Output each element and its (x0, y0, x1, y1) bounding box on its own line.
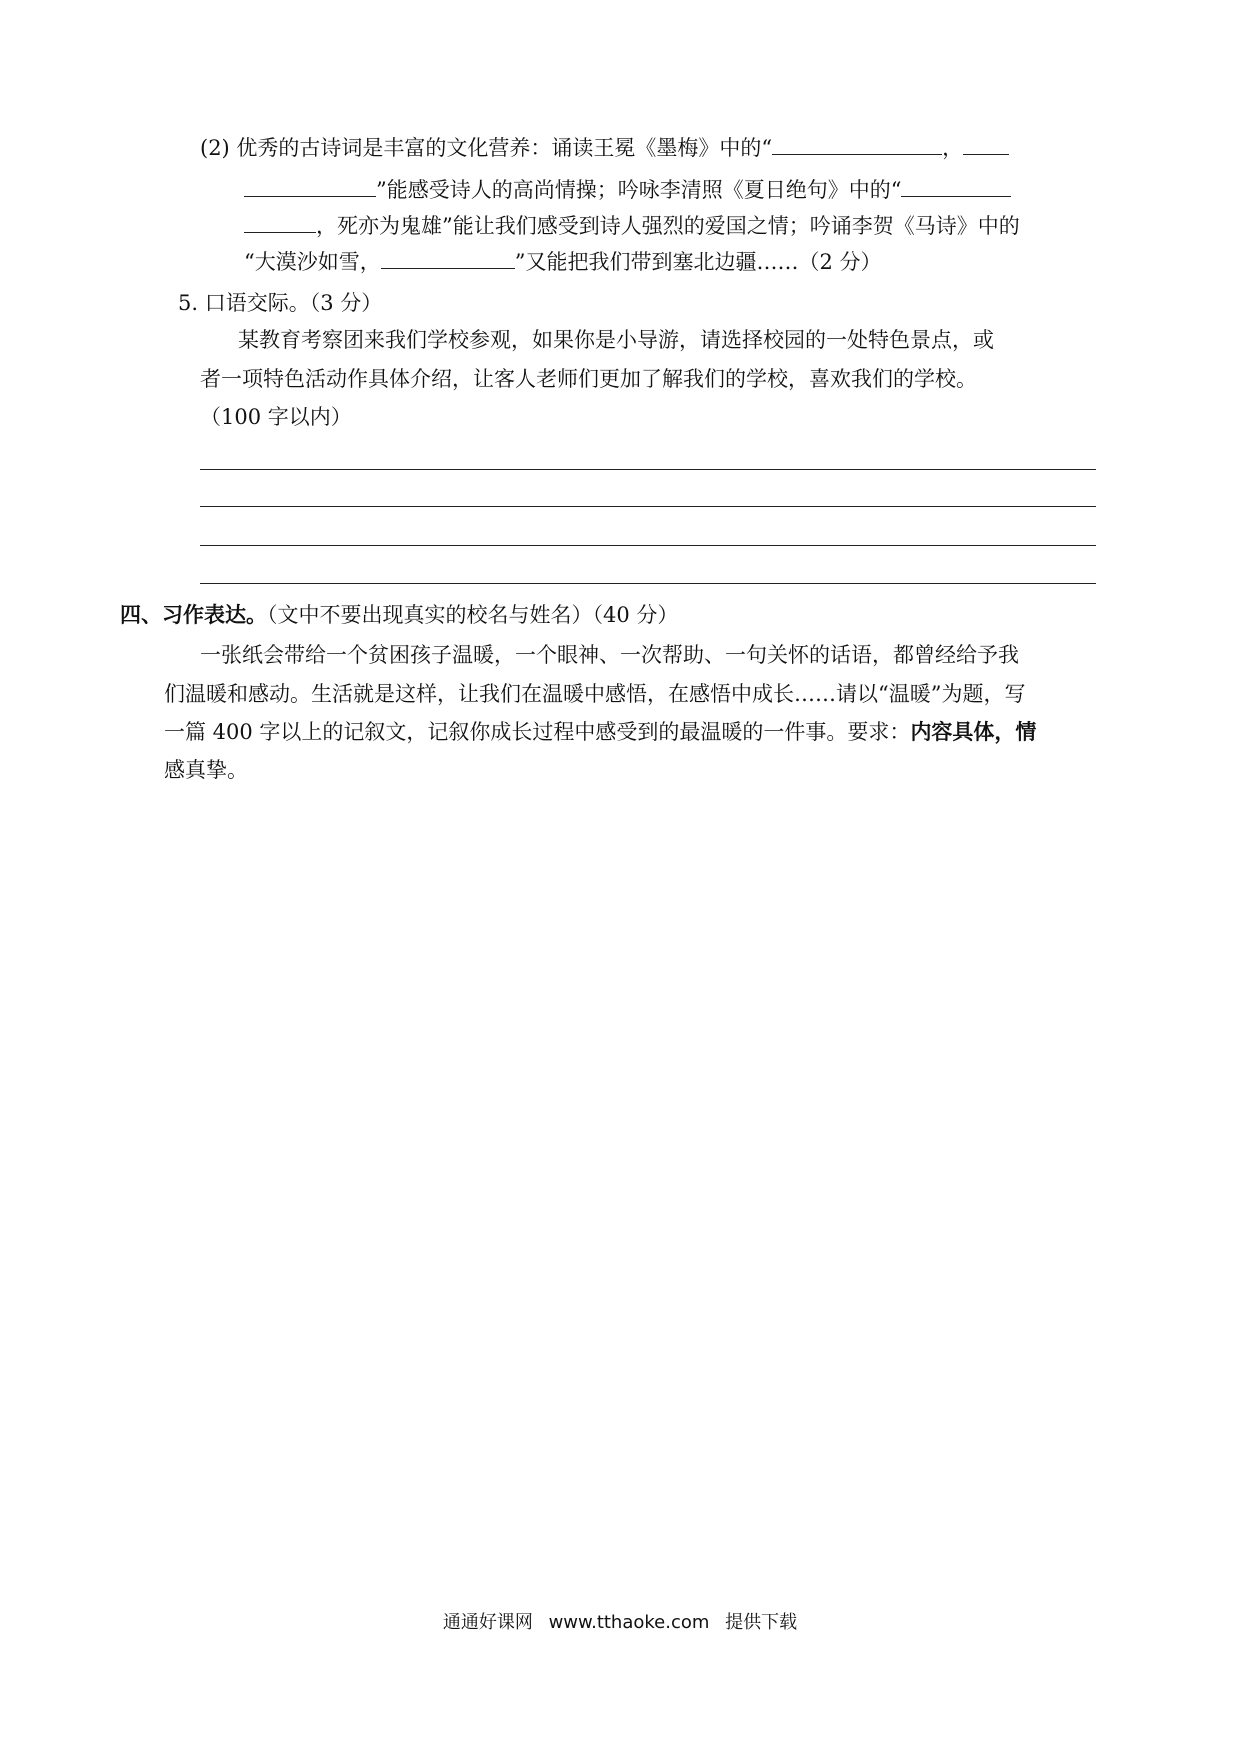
q4-2-line1 (200, 132, 1009, 163)
footer-download: 提供下载 (725, 1612, 798, 1633)
answer-line-1[interactable] (200, 469, 1096, 470)
q4-2-line3-text: ，死亦为鬼雄”能让我们感受到诗人强烈的爱国之情；吟诵李贺《马诗》中的 (316, 214, 1020, 238)
q5-title: 5. 口语交际。（3 分） (178, 291, 383, 315)
answer-blank-2a[interactable] (963, 132, 1009, 155)
section4-para-line3 (164, 717, 1036, 747)
section4-title-note: （文中不要出现真实的校名与姓名）（40 分） (267, 603, 679, 627)
footer-url[interactable]: www.tthaoke.com (548, 1612, 710, 1633)
answer-blank-3a[interactable] (901, 174, 1011, 197)
comma: ， (942, 136, 964, 160)
section4-requirement: 内容具体，情 (910, 719, 1037, 744)
q4-2-line4-suffix: ”又能把我们带到塞北边疆……（2 分） (514, 250, 882, 274)
answer-line-2[interactable] (200, 506, 1096, 507)
footer-site-name: 通通好课网 (442, 1612, 533, 1633)
q5-para-line3: （100 字以内） (200, 405, 352, 429)
q5-para-line2: 者一项特色活动作具体介绍，让客人老师们更加了解我们的学校，喜欢我们的学校。 (200, 367, 977, 391)
q4-2-line4 (244, 246, 882, 277)
answer-blank-1[interactable] (772, 132, 942, 155)
answer-blank-4[interactable] (381, 246, 515, 269)
q4-2-line2 (244, 174, 1011, 205)
section4-para-line2: 们温暖和感动。生活就是这样，让我们在温暖中感悟，在感悟中成长……请以“温暖”为题，写 (164, 682, 1026, 706)
footer (0, 1608, 1240, 1634)
q4-2-line2-text: ”能感受诗人的高尚情操；吟咏李清照《夏日绝句》中的“ (376, 178, 902, 202)
q4-2-line1-text: (2) 优秀的古诗词是丰富的文化营养：诵读王冕《墨梅》中的“ (200, 136, 773, 160)
section4-title: 四、习作表达。 (120, 602, 267, 627)
answer-line-3[interactable] (200, 545, 1096, 546)
section4-para-line1: 一张纸会带给一个贫困孩子温暖，一个眼神、一次帮助、一句关怀的话语，都曾经给予我 (200, 643, 1019, 667)
q4-2-line4-text: “大漠沙如雪， (244, 250, 381, 274)
section4-heading (120, 600, 678, 630)
section4-para-line3-text: 一篇 400 字以上的记叙文，记叙你成长过程中感受到的最温暖的一件事。要求： (164, 720, 911, 744)
q4-2-line3 (244, 210, 1020, 241)
answer-blank-3b[interactable] (244, 210, 316, 233)
q5-para-line1: 某教育考察团来我们学校参观，如果你是小导游，请选择校园的一处特色景点，或 (238, 328, 994, 352)
answer-blank-2b[interactable] (244, 174, 376, 197)
section4-para-line4: 感真挚。 (164, 758, 248, 782)
answer-line-4[interactable] (200, 583, 1096, 584)
